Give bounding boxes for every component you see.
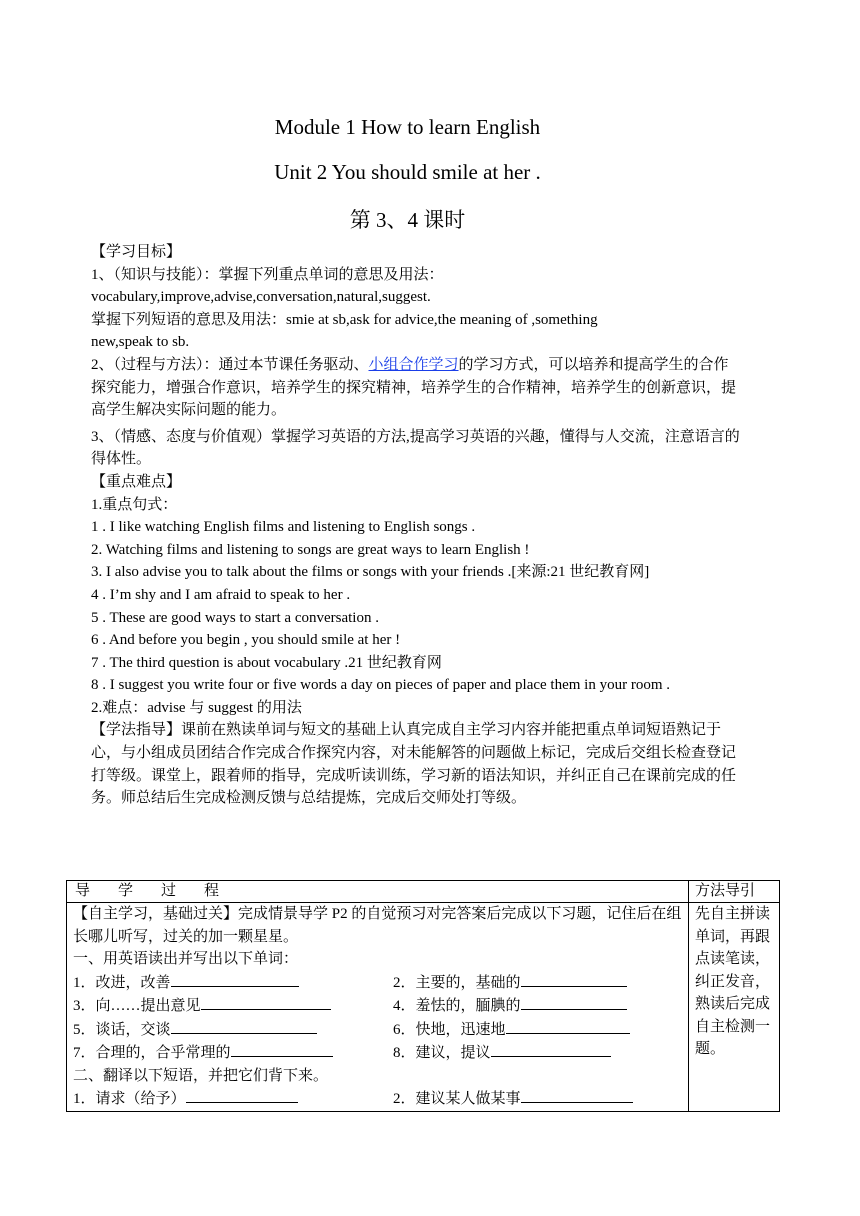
key-sentence: 8 . I suggest you write four or five words a day on pieces of paper and place them in your room . (91, 677, 671, 694)
phrase-prompt: 1．请求（给予） (73, 1091, 186, 1107)
difficulty-point: 2.难点：advise 与 suggest 的用法 (91, 699, 302, 716)
module-title: Module 1 How to learn English (274, 115, 541, 139)
word-prompt: 6．快地，迅速地 (393, 1021, 506, 1038)
word-row (73, 1041, 682, 1065)
objective-2-pre: 2、（过程与方法）：通过本节课任务驱动、 (91, 356, 369, 373)
objectives-heading: 【学习目标】 (91, 244, 182, 260)
answer-blank[interactable] (521, 971, 627, 987)
word-prompt: 2．主要的，基础的 (393, 974, 521, 991)
answer-blank[interactable] (201, 994, 331, 1010)
self-study-intro: 【自主学习，基础过关】完成情景导学 P2 的自觉预习对完答案后完成以下习题，记住后在组长哪儿听写，过关的加一颗星星。 (73, 906, 682, 945)
word-row (73, 994, 682, 1018)
group-learning-link[interactable]: 小组合作学习 (368, 356, 459, 373)
word-row (73, 1018, 682, 1042)
objective-1-phrases-b: new,speak to sb. (91, 334, 190, 351)
document-body (91, 241, 741, 810)
objective-1-words: vocabulary,improve,advise,conversation,natural,suggest. (91, 289, 431, 306)
lesson-title: 第 3、4 课时 (349, 208, 466, 232)
objective-3: 3、（情感、态度与价值观）掌握学习英语的方法,提高学习英语的兴趣，懂得与人交流，注意语言的得体性。 (91, 428, 740, 468)
answer-blank[interactable] (171, 1018, 317, 1034)
method-note-cell: 先自主拼读单词，再跟点读笔读，纠正发音，熟读后完成自主检测一题。 (689, 903, 780, 1112)
answer-blank[interactable] (521, 1087, 633, 1103)
answer-blank[interactable] (186, 1087, 298, 1103)
answer-blank[interactable] (521, 994, 627, 1010)
table-header-method: 方法导引 (689, 881, 780, 903)
phrase-prompt: 2．建议某人做某事 (393, 1091, 521, 1107)
word-prompt: 3．向……提出意见 (73, 998, 201, 1014)
answer-blank[interactable] (491, 1041, 611, 1057)
method-guide: 【学法指导】课前在熟读单词与短文的基础上认真完成自主学习内容并能把重点单词短语熟记于心，与小组成员团结合作完成合作探究内容，对未能解答的问题做上标记，完成后交组长检查登记打等级。课堂上，跟着师的指导，完成听读训练，学习新的语法知识，并纠正自己在课前完成的任务。师总结后生完成检测反馈与总结提炼，完成后交师处打等级。 (91, 722, 737, 807)
objective-1: 1、（知识与技能）：掌握下列重点单词的意思及用法： (91, 266, 444, 283)
key-sentence: 3. I also advise you to talk about the films or songs with your friends .[来源:21 世纪教育网] (91, 564, 650, 581)
key-sentence: 6 . And before you begin , you should smile at her ! (91, 632, 401, 649)
word-prompt: 8．建议，提议 (393, 1045, 491, 1061)
self-study-cell (67, 903, 689, 1112)
word-prompt: 7．合理的，合乎常理的 (73, 1045, 231, 1061)
learning-process-table (66, 880, 780, 1112)
key-sentence: 1 . I like watching English films and listening to English songs . (91, 519, 476, 536)
word-prompt: 4．羞怯的，腼腆的 (393, 998, 521, 1014)
answer-blank[interactable] (506, 1018, 630, 1034)
key-sentence: 7 . The third question is about vocabulary .21 世纪教育网 (91, 654, 442, 671)
word-prompt: 5．谈话，交谈 (73, 1021, 171, 1038)
key-sentence: 5 . These are good ways to start a conversation . (91, 609, 379, 626)
answer-blank[interactable] (171, 971, 299, 987)
objective-2-post: 的学习方式，可以培养和提高学生的合作探究能力，增强合作意识，培养学生的探究精神，培养学生的合作精神，培养学生的创新意识，提高学生解决实际问题的能力。 (91, 356, 737, 419)
objective-1-phrases-a: 掌握下列短语的意思及用法：smie at sb,ask for advice,the meaning of ,something (91, 311, 598, 328)
section-phrases-heading: 二、翻译以下短语，并把它们背下来。 (73, 1067, 329, 1084)
key-sentences-label: 1.重点句式： (91, 496, 178, 513)
table-header-process: 导学过程 (67, 881, 689, 903)
phrase-row (73, 1087, 682, 1111)
section-words-heading: 一、用英语读出并写出以下单词： (73, 951, 299, 967)
unit-title: Unit 2 You should smile at her . (274, 160, 541, 184)
key-sentence: 2. Watching films and listening to songs are great ways to learn English ! (91, 541, 530, 558)
objective-2 (91, 354, 741, 422)
word-prompt: 1．改进，改善 (73, 974, 171, 991)
key-points-heading: 【重点难点】 (91, 473, 182, 490)
answer-blank[interactable] (231, 1041, 333, 1057)
key-sentence: 4 . I’m shy and I am afraid to speak to her . (91, 586, 351, 603)
word-row (73, 971, 682, 995)
